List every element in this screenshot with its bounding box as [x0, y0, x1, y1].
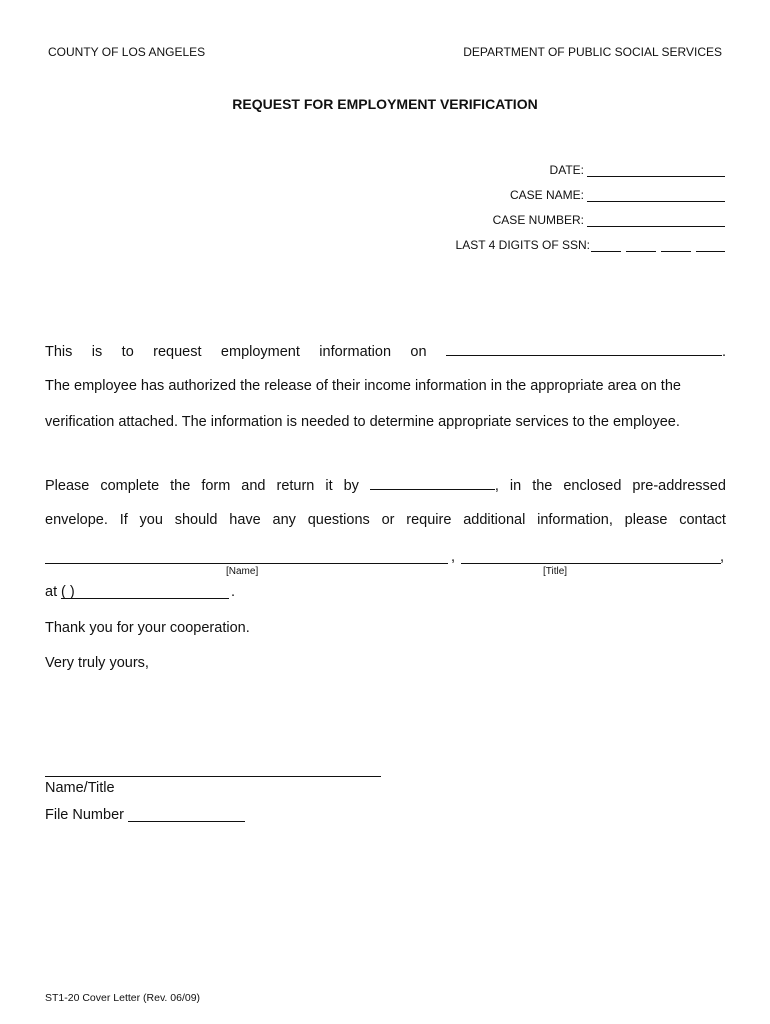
phone-number-line[interactable]: [61, 598, 229, 599]
ssn-digit-line[interactable]: [661, 251, 691, 252]
contact-name-line[interactable]: [45, 563, 448, 564]
title-caption: [Title]: [543, 566, 568, 577]
body-word: pre-addressed: [632, 478, 726, 494]
employee-name-blank-group: [446, 342, 726, 360]
body-word: is: [91, 344, 103, 360]
body-word: require: [406, 512, 452, 528]
body-word: request: [153, 344, 202, 360]
body-word: have: [229, 512, 261, 528]
body-line-2: The employee has authorized the release of their income information in the appropriate area on the: [45, 378, 681, 394]
case-number-line[interactable]: [587, 226, 725, 227]
body-line-4: [45, 476, 726, 494]
body-word: any: [272, 512, 296, 528]
body-word: Please: [45, 478, 90, 494]
body-word: complete: [100, 478, 160, 494]
body-word: please: [624, 512, 668, 528]
case-name-label: CASE NAME:: [509, 188, 584, 202]
body-line-5: [45, 512, 726, 528]
line4-comma: ,: [494, 478, 499, 494]
name-caption: [Name]: [226, 566, 259, 577]
contact-comma: ,: [451, 549, 456, 565]
phone-area-code: ( ): [61, 584, 75, 600]
document-title: REQUEST FOR EMPLOYMENT VERIFICATION: [232, 96, 538, 112]
ssn-digit-line[interactable]: [591, 251, 621, 252]
body-word: employment: [220, 344, 300, 360]
body-word: return: [276, 478, 315, 494]
body-word: to: [121, 344, 134, 360]
body-word: should: [174, 512, 218, 528]
file-number-line[interactable]: [128, 821, 245, 822]
body-word: questions: [307, 512, 370, 528]
thanks-text: Thank you for your cooperation.: [45, 620, 250, 636]
body-word: you: [139, 512, 163, 528]
body-word: information: [319, 344, 392, 360]
phone-at-label: at: [45, 584, 58, 600]
body-word: or: [381, 512, 395, 528]
body-word: the: [170, 478, 191, 494]
form-footer: ST1-20 Cover Letter (Rev. 06/09): [45, 992, 201, 1004]
body-line-3: verification attached. The information is needed to determine appropriate services to the employee.: [45, 414, 680, 430]
body-word: form: [201, 478, 231, 494]
title-comma: ,: [720, 549, 725, 565]
return-date-blank-group: [370, 476, 499, 494]
return-date-blank[interactable]: [370, 476, 495, 490]
case-name-line[interactable]: [587, 201, 725, 202]
body-word: information,: [537, 512, 613, 528]
body-word: on: [410, 344, 427, 360]
body-word: envelope.: [45, 512, 108, 528]
ssn-label: LAST 4 DIGITS OF SSN:: [455, 238, 590, 252]
body-word: additional: [463, 512, 526, 528]
body-word: This: [45, 344, 73, 360]
phone-period: .: [231, 584, 236, 600]
county-name: COUNTY OF LOS ANGELES: [48, 45, 206, 59]
body-word: and: [241, 478, 266, 494]
employee-name-blank[interactable]: [446, 342, 722, 356]
contact-title-line[interactable]: [461, 563, 721, 564]
date-label: DATE:: [549, 163, 584, 177]
body-word: If: [119, 512, 128, 528]
closing-text: Very truly yours,: [45, 655, 149, 671]
body-word: in: [509, 478, 522, 494]
body-line-1: [45, 342, 726, 360]
body-word: it: [325, 478, 333, 494]
line1-period: .: [721, 344, 726, 360]
signature-line[interactable]: [45, 776, 381, 777]
ssn-digit-line[interactable]: [696, 251, 725, 252]
body-word: by: [343, 478, 359, 494]
case-number-label: CASE NUMBER:: [492, 213, 584, 227]
file-number-label: File Number: [45, 807, 124, 823]
date-line[interactable]: [587, 176, 725, 177]
body-word: the: [532, 478, 553, 494]
body-word: enclosed: [563, 478, 622, 494]
name-title-label: Name/Title: [45, 780, 115, 796]
ssn-digit-line[interactable]: [626, 251, 656, 252]
department-name: DEPARTMENT OF PUBLIC SOCIAL SERVICES: [463, 45, 722, 59]
body-word: contact: [679, 512, 726, 528]
